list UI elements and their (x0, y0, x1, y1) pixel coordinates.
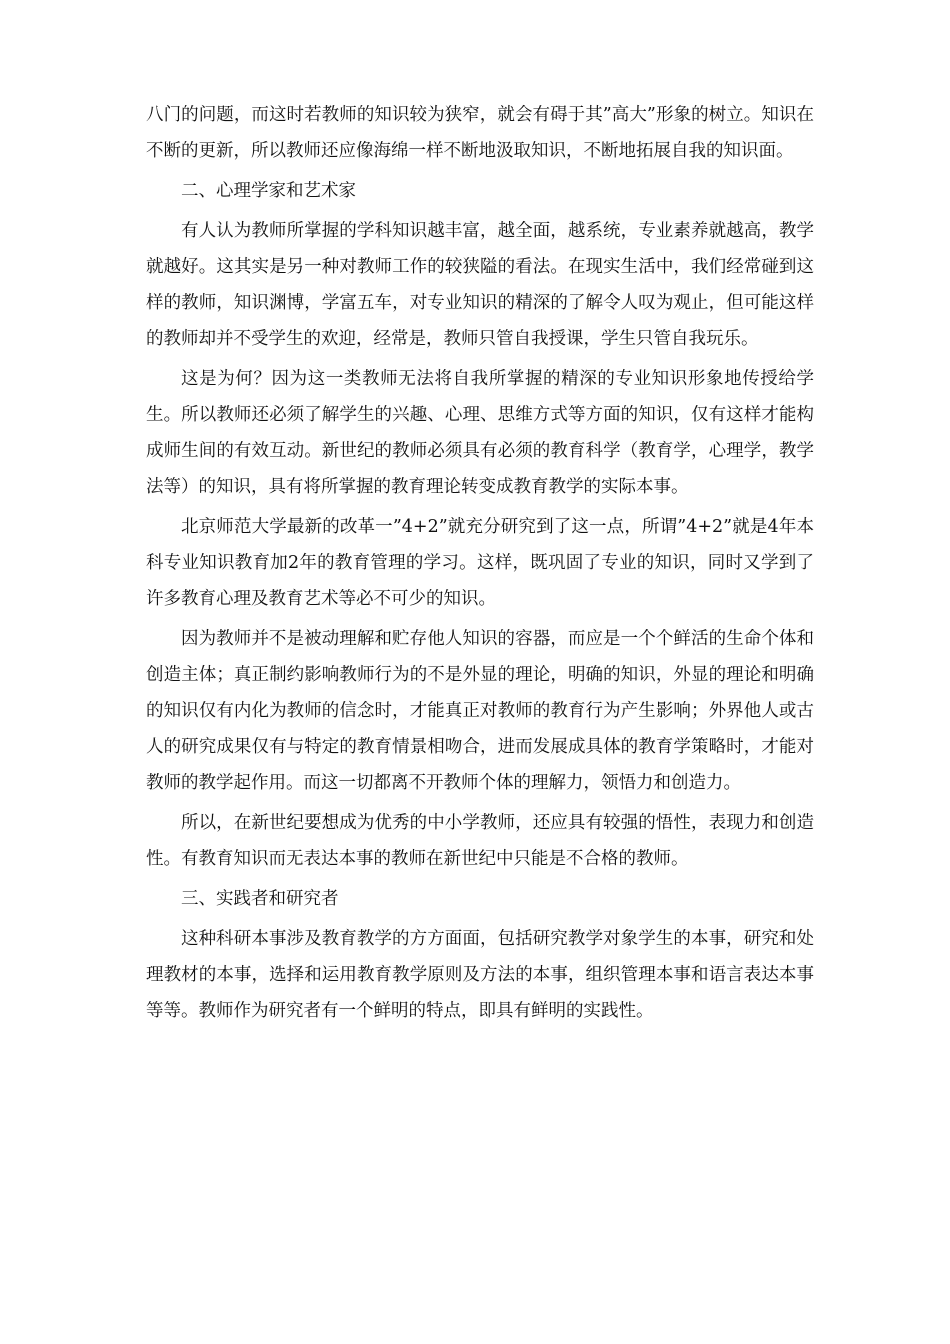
section-heading-2: 二、心理学家和艺术家 (181, 181, 356, 201)
paragraph: 有人认为教师所掌握的学科知识越丰富，越全面，越系统，专业素养就越高，教学就越好。这其实是另一种对教师工作的较狭隘的看法。在现实生活中，我们经常碰到这样的教师，知识渊博，学富五车，对专业知识的精深的了解令人叹为观止，但可能这样的教师却并不受学生的欢迎，经常是，教师只管自我授课，学生只管自我玩乐。 (146, 221, 814, 349)
section-heading-3: 三、实践者和研究者 (181, 889, 339, 909)
paragraph: 这是为何？因为这一类教师无法将自我所掌握的精深的专业知识形象地传授给学生。所以教师还必须了解学生的兴趣、心理、思维方式等方面的知识，仅有这样才能构成师生间的有效互动。新世纪的教师必须具有必须的教育科学（教育学，心理学，教学法等）的知识，具有将所掌握的教育理论转变成教育教学的实际本事。 (146, 369, 814, 497)
paragraph-continued: 八门的问题，而这时若教师的知识较为狭窄，就会有碍于其”高大”形象的树立。知识在不断的更新，所以教师还应像海绵一样不断地汲取知识，不断地拓展自我的知识面。 (146, 105, 814, 161)
document-body (146, 97, 814, 1033)
paragraph: 北京师范大学最新的改革一”4+2”就充分研究到了这一点，所谓”4+2”就是4年本科专业知识教育加2年的教育管理的学习。这样，既巩固了专业的知识，同时又学到了许多教育心理及教育艺术等必不可少的知识。 (146, 517, 814, 609)
paragraph: 所以，在新世纪要想成为优秀的中小学教师，还应具有较强的悟性，表现力和创造性。有教育知识而无表达本事的教师在新世纪中只能是不合格的教师。 (146, 813, 814, 869)
paragraph: 这种科研本事涉及教育教学的方方面面，包括研究教学对象学生的本事，研究和处理教材的本事，选择和运用教育教学原则及方法的本事，组织管理本事和语言表达本事等等。教师作为研究者有一个鲜明的特点，即具有鲜明的实践性。 (146, 929, 814, 1021)
paragraph: 因为教师并不是被动理解和贮存他人知识的容器，而应是一个个鲜活的生命个体和创造主体；真正制约影响教师行为的不是外显的理论，明确的知识，外显的理论和明确的知识仅有内化为教师的信念时，才能真正对教师的教育行为产生影响；外界他人或古人的研究成果仅有与特定的教育情景相吻合，进而发展成具体的教育学策略时，才能对教师的教学起作用。而这一切都离不开教师个体的理解力，领悟力和创造力。 (146, 629, 814, 793)
